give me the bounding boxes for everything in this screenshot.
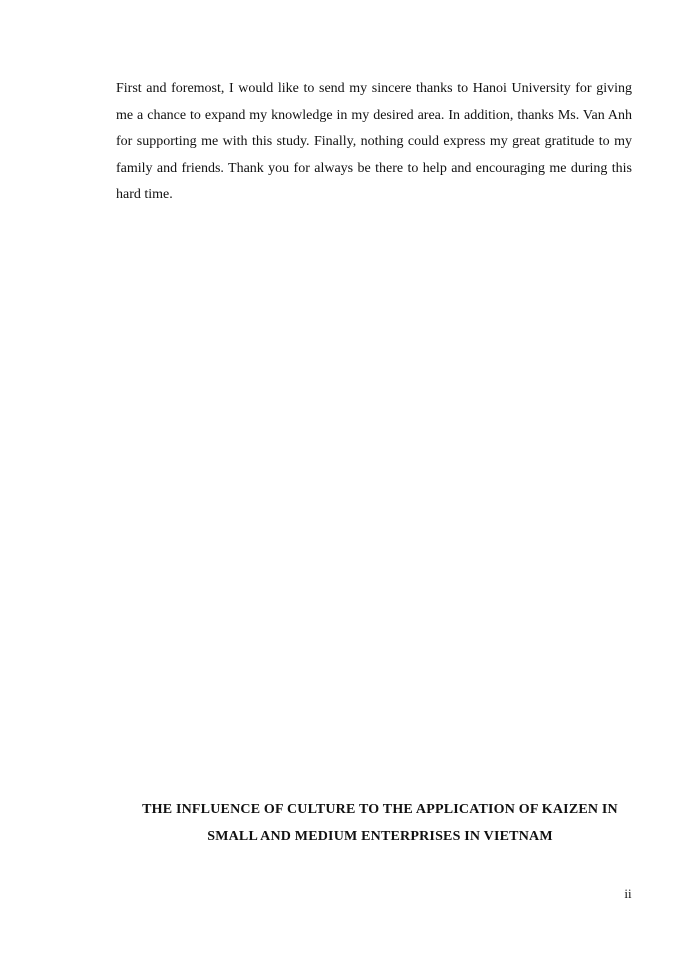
acknowledgement-paragraph: First and foremost, I would like to send my sincere thanks to Hanoi University for giving me a chance to expand my knowledge in my desired area. In addition, thanks Ms. Van Anh for supporting me with this study. Finally, nothing could express my great gratitude to my family and friends. Thank you for always be there to help and encouraging me during this hard time. [116,81,632,202]
thesis-title-line-1: THE INFLUENCE OF CULTURE TO THE APPLICATION OF KAIZEN IN [142,802,618,817]
page-number: ii [624,886,632,901]
thesis-title-line-2: SMALL AND MEDIUM ENTERPRISES IN VIETNAM [207,829,553,844]
thesis-title [100,796,660,850]
